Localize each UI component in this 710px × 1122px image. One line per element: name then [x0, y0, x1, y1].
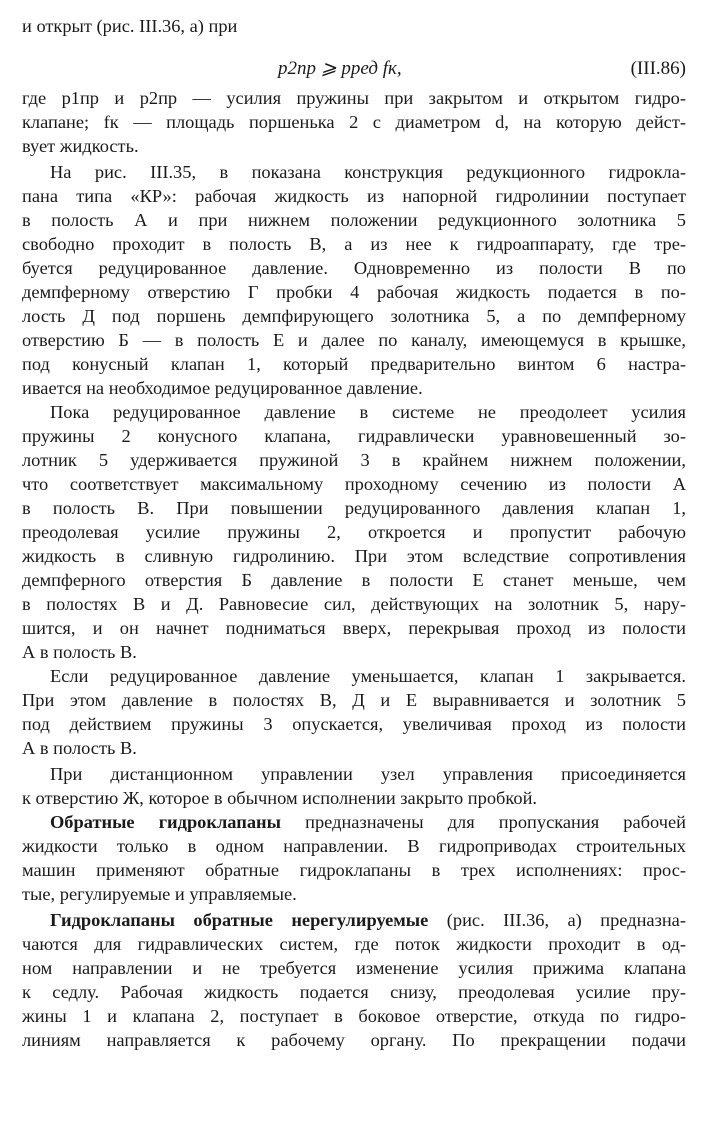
- text-line: [50, 810, 686, 834]
- text-line: Пока редуцированное давление в системе не преодолеет усилия: [50, 402, 686, 422]
- text-line: При дистанционном управлении узел управления присоединяется: [50, 764, 686, 784]
- text-line: что соответствует максимальному проходному сечению из полости А: [22, 474, 686, 494]
- text-line: к отверстию Ж, которое в обычном исполнении закрыто пробкой.: [22, 788, 538, 808]
- text-line: лотник 5 удерживается пружиной 3 в крайнем нижнем положении,: [22, 450, 686, 470]
- section-heading: Гидроклапаны обратные нерегулируемые: [50, 910, 429, 930]
- text-line: вует жидкость.: [22, 136, 139, 156]
- text-line: Если редуцированное давление уменьшается, клапан 1 закрывается.: [50, 666, 686, 686]
- text-line: чаются для гидравлических систем, где поток жидкости проходит в од-: [22, 934, 686, 954]
- text-span: предназначены для пропускания рабочей: [305, 812, 686, 832]
- book-page: [22, 14, 686, 1114]
- section-heading: Обратные гидроклапаны: [50, 812, 281, 832]
- text-line: пружины 2 конусного клапана, гидравлически уравновешенный зо-: [22, 426, 686, 446]
- text-line: где p1пр и p2пр — усилия пружины при закрытом и открытом гидро-: [22, 88, 686, 108]
- text-line: шится, и он начнет подниматься вверх, перекрывая проход из полости: [22, 618, 686, 638]
- text-line: жины 1 и клапана 2, поступает в боковое отверстие, откуда по гидро-: [22, 1006, 686, 1026]
- text-line: ивается на необходимое редуцированное давление.: [22, 378, 423, 398]
- text-line: тые, регулируемые и управляемые.: [22, 884, 297, 904]
- text-line: отверстию Б — в полость Е и далее по каналу, имеющемуся в крышке,: [22, 330, 686, 350]
- text-line: ном направлении и не требуется изменение усилия прижима клапана: [22, 958, 686, 978]
- text-line: преодолевая усилие пружины 2, откроется и пропустит рабочую: [22, 522, 686, 542]
- formula-expression: p2пр ⩾ pред fк,: [278, 58, 402, 79]
- text-line: клапане; fк — площадь поршенька 2 с диаметром d, на которую дейст-: [22, 112, 686, 132]
- text-line: А в полость В.: [22, 642, 137, 662]
- text-line: свободно проходит в полость В, а из нее к гидроаппарату, где тре-: [22, 234, 686, 254]
- text-line: в полостях В и Д. Равновесие сил, действующих на золотник 5, нару-: [22, 594, 686, 614]
- formula-number: (III.86): [630, 58, 686, 79]
- text-line: На рис. III.35, в показана конструкция редукционного гидрокла-: [50, 162, 686, 182]
- text-line: линиям направляется к рабочему органу. По прекращении подачи: [22, 1030, 686, 1050]
- text-line: [50, 908, 686, 932]
- text-line: А в полость В.: [22, 738, 137, 758]
- text-line: буется редуцированное давление. Одновременно из полости В по: [22, 258, 686, 278]
- formula-line: [22, 54, 686, 84]
- text-line: лость Д под поршень демпфирующего золотника 5, а по демпферному: [22, 306, 686, 326]
- text-line: демпферного отверстия Б давление в полости Е станет меньше, чем: [22, 570, 686, 590]
- text-line: машин применяют обратные гидроклапаны в трех исполнениях: прос-: [22, 860, 686, 880]
- text-span: (рис. III.36, а) предназна-: [446, 910, 686, 930]
- text-line: и открыт (рис. III.36, а) при: [22, 16, 238, 36]
- text-line: При этом давление в полостях В, Д и Е выравнивается и золотник 5: [22, 690, 686, 710]
- text-line: к седлу. Рабочая жидкость подается снизу, преодолевая усилие пру-: [22, 982, 686, 1002]
- text-line: в полость В. При повышении редуцированного давления клапан 1,: [22, 498, 686, 518]
- text-line: жидкость в сливную гидролинию. При этом вследствие сопротивления: [22, 546, 686, 566]
- text-line: под действием пружины 3 опускается, увеличивая проход из полости: [22, 714, 686, 734]
- text-line: демпферному отверстию Г пробки 4 рабочая жидкость подается в по-: [22, 282, 686, 302]
- text-line: пана типа «КР»: рабочая жидкость из напорной гидролинии поступает: [22, 186, 686, 206]
- text-line: под конусный клапан 1, который предварительно винтом 6 настра-: [22, 354, 686, 374]
- text-line: в полость А и при нижнем положении редукционного золотника 5: [22, 210, 686, 230]
- text-line: жидкости только в одном направлении. В гидроприводах строительных: [22, 836, 686, 856]
